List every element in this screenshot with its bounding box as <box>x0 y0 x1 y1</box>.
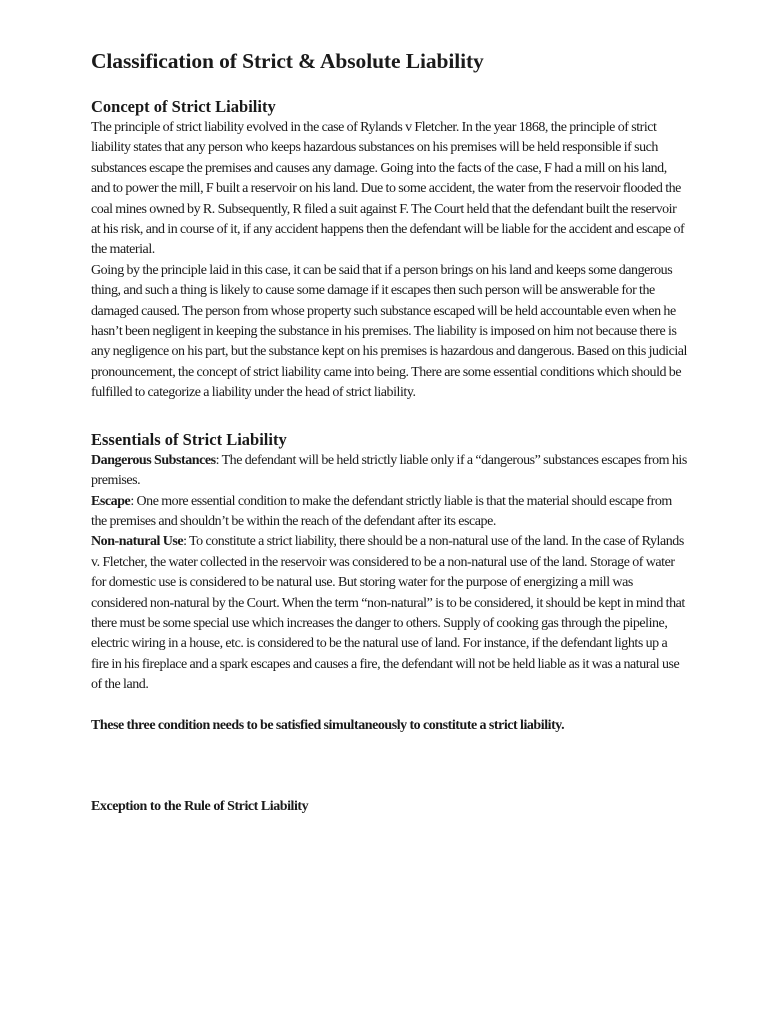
essential-text: : One more essential condition to make the defendant strictly liable is that the material should escape from the premises and shouldn’t be within the reach of the defendant after its escape. <box>91 493 672 529</box>
exception-heading: Exception to the Rule of Strict Liability <box>91 798 309 814</box>
document-title: Classification of Strict & Absolute Liability <box>91 49 484 73</box>
concept-paragraph-1: The principle of strict liability evolved in the case of Rylands v Fletcher. In the year 1868, the principle of strict liability states that any person who keeps hazardous substances on his premises will be held responsible if such substances escape the premises and causes any damage. Going into the facts of the case, F had a mill on his land, and to power the mill, F built a reservoir on his land. Due to some accident, the water from the reservoir flooded the coal mines owned by R. Subsequently, R filed a suit against F. The Court held that the defendant built the reservoir at his risk, and in course of it, if any accident happens then the defendant will be liable for the accident and escape of the material. <box>91 120 685 258</box>
essential-term: Escape <box>91 493 131 509</box>
essential-term: Non-natural Use <box>91 534 184 550</box>
essential-term: Dangerous Substances <box>91 452 216 468</box>
essentials-summary: These three condition needs to be satisfied simultaneously to constitute a strict liability. <box>91 717 565 733</box>
essential-escape <box>91 492 687 533</box>
document-page <box>91 46 687 817</box>
essential-text: : To constitute a strict liability, there should be a non-natural use of the land. In the case of Rylands v. Fletcher, the water collected in the reservoir was considered to be a non-natural use of the land. Storage of water for domestic use is considered to be natural use. But storing water for the purpose of energizing a mill was considered non-natural by the Court. When the term “non-natural” is to be considered, it should be kept in mind that there must be some special use which increases the danger to others. Supply of cooking gas through the pipeline, electric wiring in a house, etc. is considered to be the natural use of land. For instance, if the defendant lights up a fire in his fireplace and a spark escapes and causes a fire, the defendant will not be held liable as it was a natural use of the land. <box>91 534 685 693</box>
essential-non-natural-use <box>91 532 687 695</box>
essentials-heading: Essentials of Strict Liability <box>91 429 287 449</box>
essential-text: : The defendant will be held strictly liable only if a “dangerous” substances escapes from his premises. <box>91 452 687 489</box>
concept-paragraph-2: Going by the principle laid in this case, it can be said that if a person brings on his land and keeps some dangerous thing, and such a thing is likely to cause some damage if it escapes then such person will be answerable for the damaged caused. The person from whose property such substance escaped will be held accountable even when he hasn’t been negligent in keeping the substance in his premises. The liability is imposed on him not because there is any negligence on his part, but the substance kept on his premises is hazardous and dangerous. Based on this judicial pronouncement, the concept of strict liability came into being. There are some essential conditions which should be fulfilled to categorize a liability under the head of strict liability. <box>91 262 688 401</box>
essential-dangerous-substances <box>91 451 687 492</box>
concept-heading: Concept of Strict Liability <box>91 97 276 116</box>
